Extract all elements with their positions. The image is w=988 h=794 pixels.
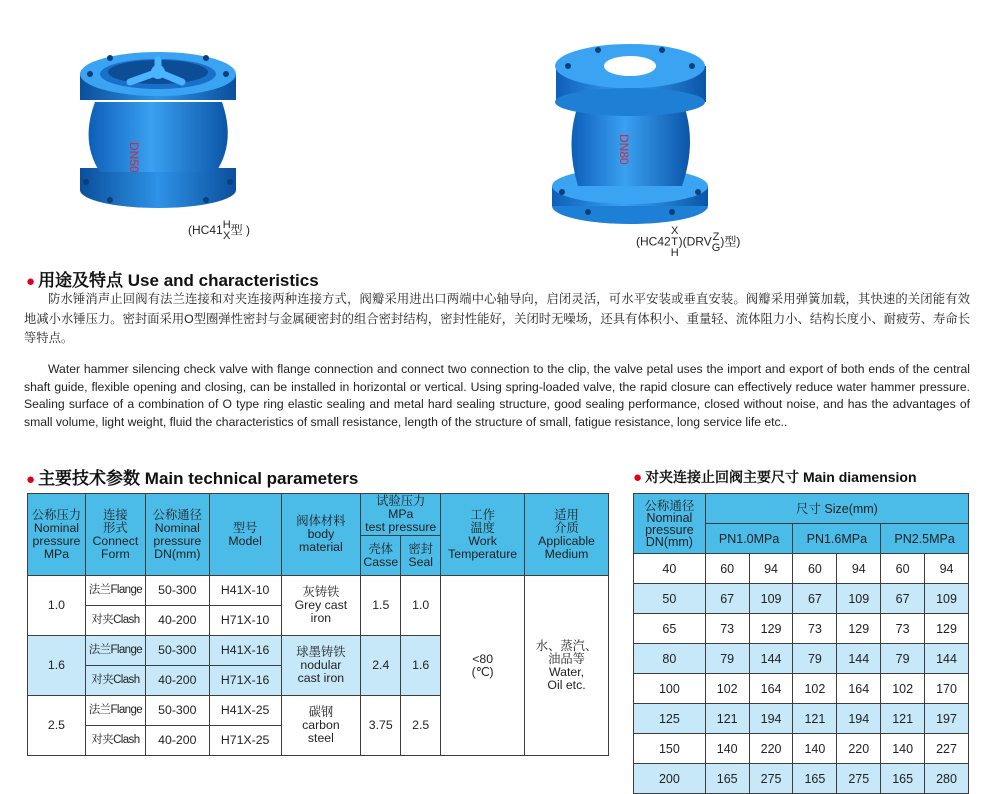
header-seal: 密封 Seal: [401, 536, 441, 576]
size-cell: 60: [705, 554, 749, 584]
dn-cell: 150: [634, 734, 706, 764]
size-cell: 220: [837, 734, 881, 764]
size-cell: 102: [881, 674, 925, 704]
tech-parameters-table: [27, 493, 609, 756]
dn-cell: 40: [634, 554, 706, 584]
table-row: [634, 734, 969, 764]
size-cell: 144: [749, 644, 793, 674]
header-medium: 适用 介质 Applicable Medium: [525, 494, 609, 576]
table-row: [634, 764, 969, 794]
valve-hc42-image: [548, 40, 713, 230]
model-cell: H71X-16: [209, 666, 281, 696]
dn-cell: 40-200: [145, 606, 209, 636]
size-cell: 275: [837, 764, 881, 794]
size-cell: 129: [925, 614, 969, 644]
dn-cell: 50: [634, 584, 706, 614]
size-cell: 102: [793, 674, 837, 704]
size-cell: 67: [705, 584, 749, 614]
bullet-icon: ●: [633, 469, 643, 486]
dn-cell: 40-200: [145, 666, 209, 696]
shell-cell: 3.75: [361, 696, 401, 756]
size-cell: 73: [793, 614, 837, 644]
pressure-cell: 1.6: [28, 636, 86, 696]
dim-heading: ● 对夹连接止回阀主要尺寸 Main diamension: [633, 469, 917, 486]
size-cell: 94: [749, 554, 793, 584]
size-cell: 194: [837, 704, 881, 734]
size-cell: 220: [749, 734, 793, 764]
size-cell: 94: [925, 554, 969, 584]
connect-cell: 法兰Flange: [85, 636, 145, 666]
size-cell: 60: [793, 554, 837, 584]
material-cell: 碳钢 carbon steel: [281, 696, 361, 756]
size-cell: 227: [925, 734, 969, 764]
size-cell: 197: [925, 704, 969, 734]
dimension-table: [633, 493, 969, 794]
table-row: [634, 674, 969, 704]
size-cell: 109: [925, 584, 969, 614]
size-cell: 194: [749, 704, 793, 734]
model-cell: H71X-25: [209, 726, 281, 756]
header-test-pressure: 试验压力 MPa test pressure: [361, 494, 441, 536]
size-cell: 79: [881, 644, 925, 674]
size-cell: 164: [749, 674, 793, 704]
size-cell: 165: [705, 764, 749, 794]
model-cell: H41X-25: [209, 696, 281, 726]
size-cell: 102: [705, 674, 749, 704]
size-cell: 109: [837, 584, 881, 614]
size-cell: 79: [793, 644, 837, 674]
connect-cell: 对夹Clash: [85, 666, 145, 696]
size-cell: 121: [793, 704, 837, 734]
connect-cell: 对夹Clash: [85, 726, 145, 756]
connect-cell: 法兰Flange: [85, 696, 145, 726]
seal-cell: 1.0: [401, 576, 441, 636]
tech-heading: ● 主要技术参数 Main technical parameters: [26, 469, 359, 488]
size-cell: 140: [705, 734, 749, 764]
header-shell: 壳体 Casse: [361, 536, 401, 576]
temperature-cell: <80 (℃): [441, 576, 525, 756]
dn-cell: 65: [634, 614, 706, 644]
size-cell: 129: [837, 614, 881, 644]
size-cell: 165: [793, 764, 837, 794]
use-description-en: Water hammer silencing check valve with flange connection and connect two connection to the clip, the valve petal uses the import and export of both ends of the central shaft guide, flexible opening and closing, can be installed in horizontal or vertical. Using spring-loaded valve, the rapid closure can effectively reduce water hammer pressure. Sealing surface of a combination of O type ring elastic sealing and metal hard sealing structure, good sealing performance, closed without noise, and has the advantages of small volume, light weight, fluid the characteristics of small resistance, length of the structure of small, fatigue resistance, long service life etc..: [24, 362, 970, 429]
medium-cell: 水、蒸汽、 油品等 Water, Oil etc.: [525, 576, 609, 756]
use-heading: ● 用途及特点 Use and characteristics: [26, 271, 319, 290]
size-cell: 165: [881, 764, 925, 794]
bullet-icon: ●: [26, 273, 36, 290]
table-row: [634, 614, 969, 644]
size-cell: 170: [925, 674, 969, 704]
valve-body-marking-right: DN80: [617, 134, 631, 165]
size-cell: 121: [881, 704, 925, 734]
header-model: 型号 Model: [209, 494, 281, 576]
connect-cell: 对夹Clash: [85, 606, 145, 636]
connect-cell: 法兰Flange: [85, 576, 145, 606]
dimension-table-body: [634, 554, 969, 794]
size-cell: 275: [749, 764, 793, 794]
seal-cell: 1.6: [401, 636, 441, 696]
size-cell: 129: [749, 614, 793, 644]
header-connect: 连接 形式 Connect Form: [85, 494, 145, 576]
valve-body-marking: DN50: [127, 142, 141, 173]
use-description-zh: 防水锤消声止回阀有法兰连接和对夹连接两种连接方式，阀瓣采用进出口两端中心轴导向，启闭灵活，可水平安装或垂直安装。阀瓣采用弹簧加载，其快速的关闭能有效地减小水锤压力。密封面采用O型圈弹性密封与金属硬密封的组合密封结构，密封性能好，关闭时无噪场，还具有体积小、重量轻、流体阻力小、结构长度小、耐疲劳、寿命长等特点。: [24, 292, 970, 346]
valve-hc41-image: [70, 42, 245, 212]
header-pn25: PN2.5MPa: [881, 524, 969, 554]
bullet-icon: ●: [26, 471, 36, 488]
size-cell: 121: [705, 704, 749, 734]
size-cell: 79: [705, 644, 749, 674]
model-cell: H71X-10: [209, 606, 281, 636]
size-cell: 67: [793, 584, 837, 614]
size-cell: 73: [705, 614, 749, 644]
seal-cell: 2.5: [401, 696, 441, 756]
pressure-cell: 1.0: [28, 576, 86, 636]
dn-cell: 100: [634, 674, 706, 704]
material-cell: 球墨铸铁 nodular cast iron: [281, 636, 361, 696]
model-cell: H41X-10: [209, 576, 281, 606]
size-cell: 140: [793, 734, 837, 764]
header-size: 尺寸 Size(mm): [705, 494, 968, 524]
table-row: [634, 644, 969, 674]
header-temperature: 工作 温度 Work Temperature: [441, 494, 525, 576]
table-row: [634, 554, 969, 584]
size-cell: 67: [881, 584, 925, 614]
size-cell: 94: [837, 554, 881, 584]
dn-cell: 200: [634, 764, 706, 794]
size-cell: 60: [881, 554, 925, 584]
header-dn: 公称通径 Nominal pressure DN(mm): [145, 494, 209, 576]
size-cell: 109: [749, 584, 793, 614]
shell-cell: 1.5: [361, 576, 401, 636]
header-pressure: 公称压力 Nominal pressure MPa: [28, 494, 86, 576]
model-cell: H41X-16: [209, 636, 281, 666]
right-product-caption: (HC42X T H)(DRVZ G)型): [636, 225, 741, 259]
size-cell: 140: [881, 734, 925, 764]
size-cell: 280: [925, 764, 969, 794]
table-row: [634, 704, 969, 734]
dn-cell: 125: [634, 704, 706, 734]
dn-cell: 50-300: [145, 696, 209, 726]
shell-cell: 2.4: [361, 636, 401, 696]
header-dn: 公称通径 Nominal pressure DN(mm): [634, 494, 706, 554]
header-pn10: PN1.0MPa: [705, 524, 793, 554]
dn-cell: 80: [634, 644, 706, 674]
size-cell: 73: [881, 614, 925, 644]
size-cell: 144: [925, 644, 969, 674]
size-cell: 144: [837, 644, 881, 674]
dn-cell: 50-300: [145, 636, 209, 666]
dn-cell: 40-200: [145, 726, 209, 756]
size-cell: 164: [837, 674, 881, 704]
table-row: [28, 576, 609, 606]
header-pn16: PN1.6MPa: [793, 524, 881, 554]
table-row: [634, 584, 969, 614]
pressure-cell: 2.5: [28, 696, 86, 756]
dn-cell: 50-300: [145, 576, 209, 606]
header-material: 阀体材料 body material: [281, 494, 361, 576]
left-product-caption: (HC41H X型 ): [188, 219, 250, 242]
material-cell: 灰铸铁 Grey cast iron: [281, 576, 361, 636]
